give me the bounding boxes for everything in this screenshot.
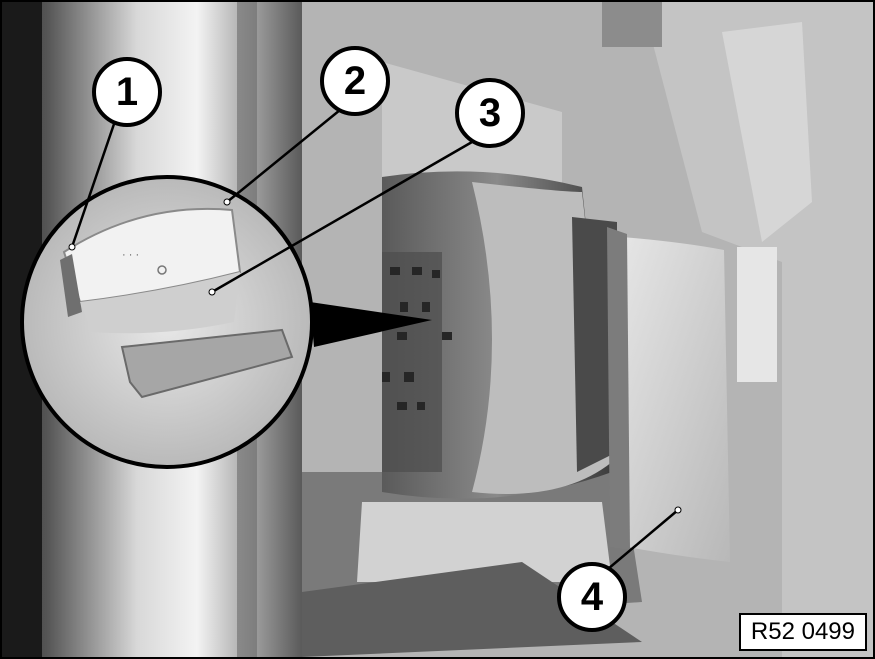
- reference-code-label: R52 0499: [739, 613, 867, 651]
- callout-3: 3: [455, 78, 525, 148]
- svg-text:· · ·: · · ·: [122, 249, 140, 261]
- callout-2: 2: [320, 46, 390, 116]
- callout-1: 1: [92, 57, 162, 127]
- callout-4: 4: [557, 562, 627, 632]
